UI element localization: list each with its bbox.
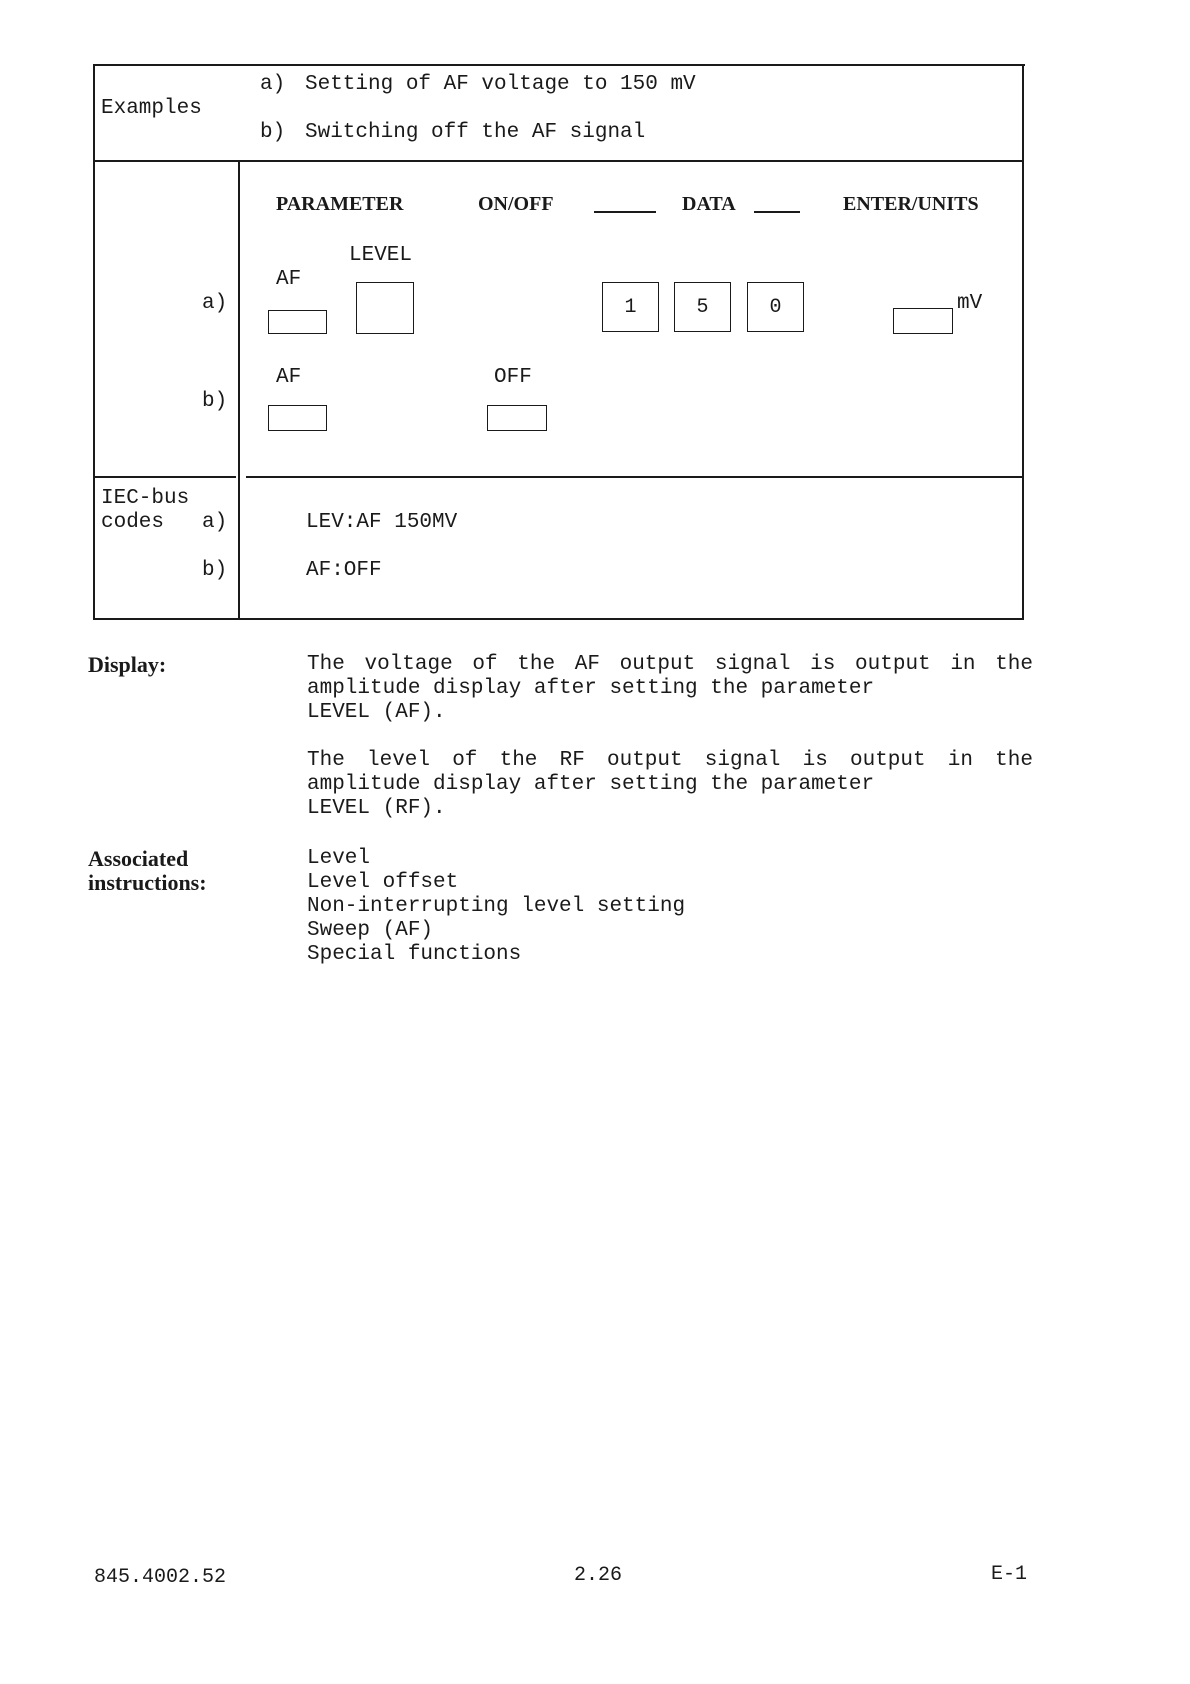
example-b-text: Switching off the AF signal [305, 121, 646, 144]
associated-list [307, 847, 685, 967]
off-label: OFF [494, 366, 532, 389]
iec-b-marker: b) [202, 559, 228, 582]
instructions-heading: instructions: [88, 870, 207, 895]
header-separator [93, 160, 1024, 162]
display-paragraph-2-text: The level of the RF output signal is output in the amplitude display after setting the parameter [307, 749, 1033, 796]
example-a-text: Setting of AF voltage to 150 mV [305, 73, 696, 96]
table-bottom-border [93, 618, 1024, 620]
right-iec-separator [246, 476, 1024, 478]
af-label-a: AF [276, 268, 302, 291]
af-key-a [268, 310, 327, 334]
af-key-b [268, 405, 327, 431]
column-data: DATA [682, 193, 736, 215]
footer-edition: E-1 [991, 1563, 1028, 1586]
arrow-dash-2 [754, 211, 800, 213]
example-a-marker: a) [260, 73, 286, 96]
example-b-marker: b) [260, 121, 286, 144]
display-paragraph-2 [307, 749, 1033, 821]
af-label-b: AF [276, 366, 302, 389]
associated-item: Special functions [307, 943, 522, 966]
display-heading: Display: [88, 652, 167, 677]
display-paragraph-1-end: LEVEL (AF). [307, 701, 446, 724]
codes-label: codes [101, 511, 165, 534]
examples-label: Examples [101, 97, 202, 120]
left-iec-separator [93, 476, 236, 478]
off-key [487, 405, 547, 431]
iec-code-a: LEV:AF 150MV [306, 511, 458, 534]
column-divider [238, 160, 240, 620]
column-parameter: PARAMETER [276, 193, 404, 215]
table-right-border [1022, 64, 1024, 620]
associated-item: Non-interrupting level setting [307, 895, 686, 918]
footer-page-number: 2.26 [574, 1564, 623, 1587]
digit-key-1: 1 [602, 282, 659, 332]
table-top-border [93, 64, 1025, 66]
footer-doc-number: 845.4002.52 [94, 1566, 227, 1589]
iec-code-b: AF:OFF [306, 559, 382, 582]
iec-bus-label: IEC-bus [101, 487, 190, 510]
row-b-marker: b) [202, 390, 228, 413]
column-on-off: ON/OFF [478, 193, 554, 215]
display-paragraph-1-text: The voltage of the AF output signal is output in the amplitude display after setting the parameter [307, 653, 1033, 700]
iec-a-marker: a) [202, 511, 228, 534]
associated-item: Level offset [307, 871, 459, 894]
digit-key-5: 5 [674, 282, 731, 332]
digit-key-0: 0 [747, 282, 804, 332]
row-a-marker: a) [202, 292, 228, 315]
arrow-dash-1 [594, 211, 656, 213]
associated-heading: Associated [88, 846, 189, 871]
column-enter-units: ENTER/UNITS [843, 193, 979, 215]
associated-item: Level [307, 847, 371, 870]
mv-key [893, 308, 953, 334]
display-paragraph-2-end: LEVEL (RF). [307, 797, 446, 820]
associated-item: Sweep (AF) [307, 919, 434, 942]
mv-unit-label: mV [957, 292, 983, 315]
display-paragraph-1 [307, 653, 1033, 725]
level-label: LEVEL [349, 244, 413, 267]
level-key [356, 282, 414, 334]
table-left-border [93, 64, 95, 620]
